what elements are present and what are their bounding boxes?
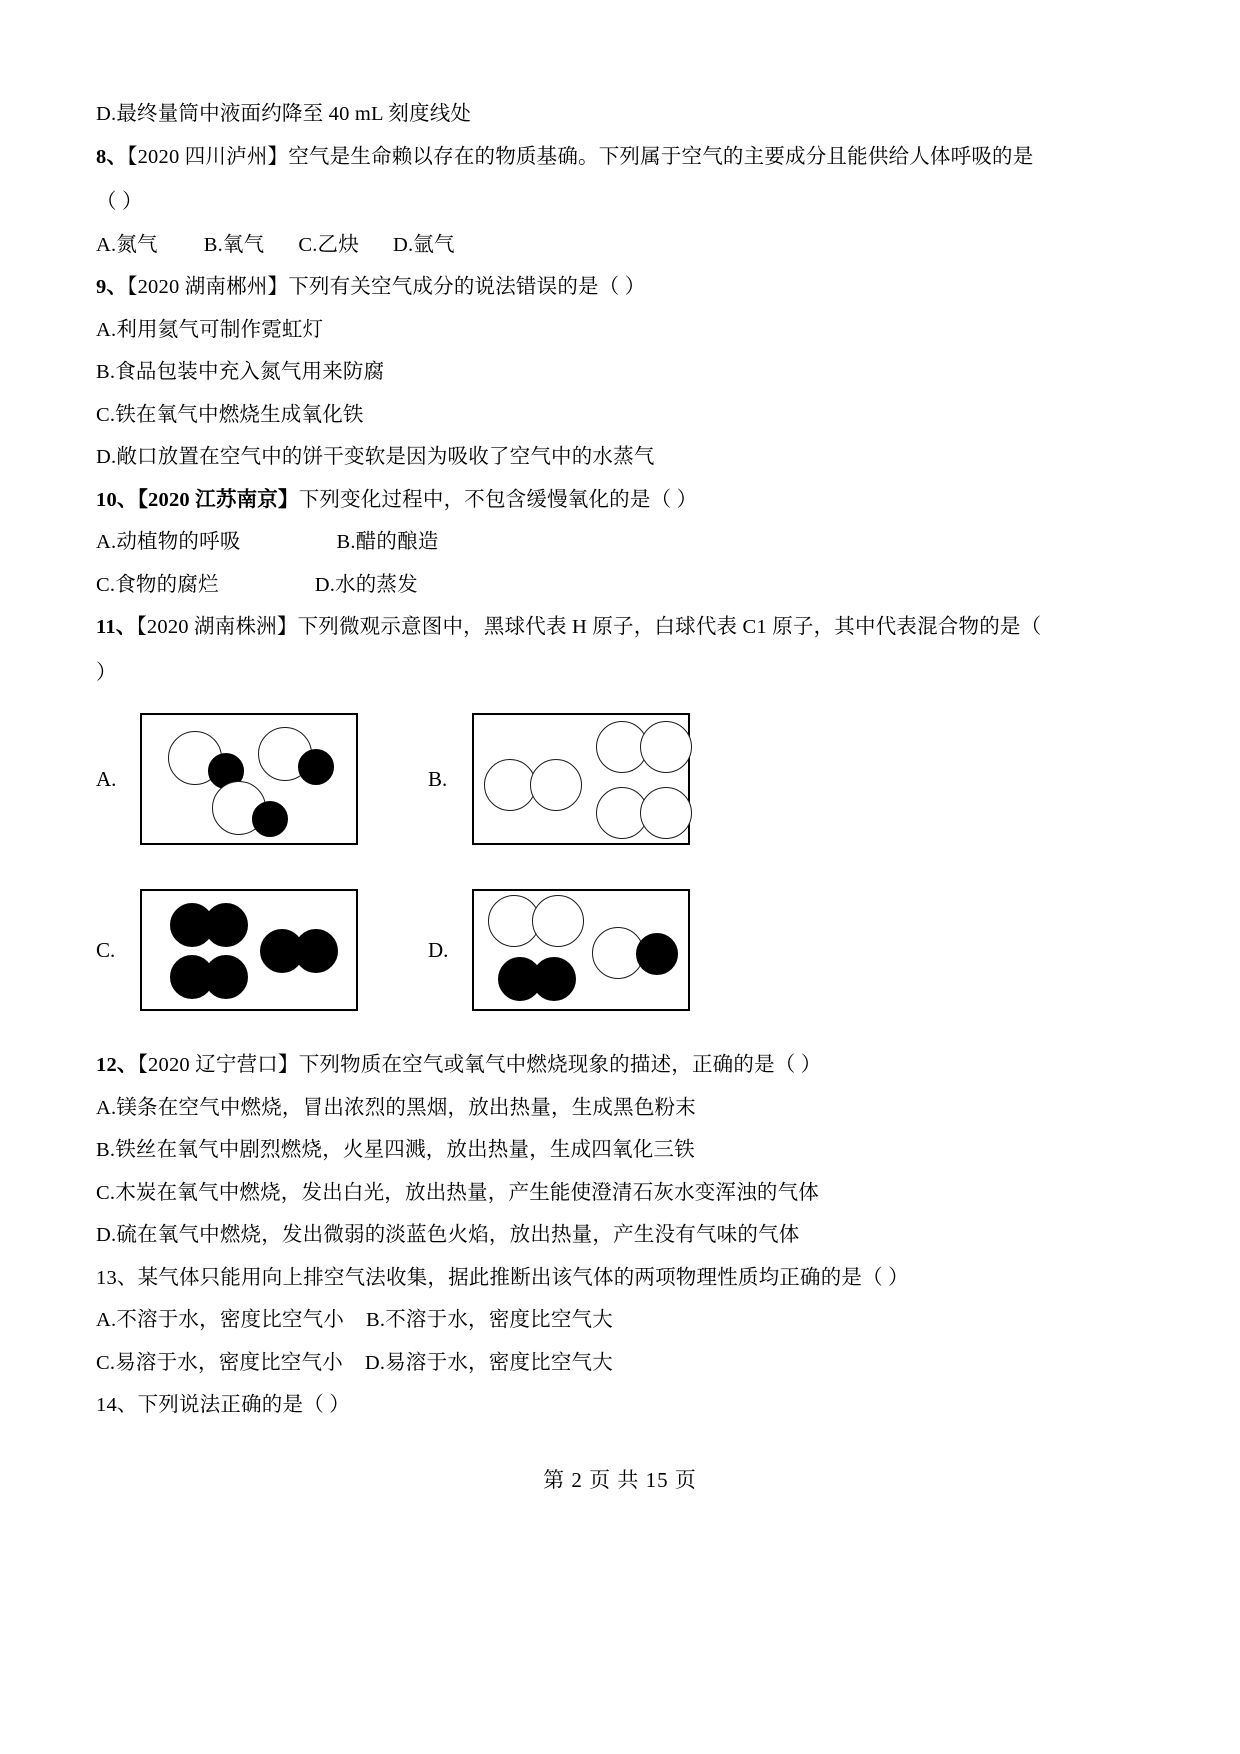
q8-option-a: A.氮气: [96, 233, 158, 256]
diagram-label-c: C.: [96, 937, 116, 962]
question-13-options-row1: [96, 1310, 1156, 1331]
question-12-source: 【2020 辽宁营口】: [137, 1054, 299, 1076]
q9-option-c: C.铁在氧气中燃烧生成氧化铁: [96, 403, 364, 426]
diagram-row-2: [96, 889, 1156, 1011]
question-10-text: 下列变化过程中，不包含缓慢氧化的是（ ）: [298, 488, 698, 511]
question-9-number: 9、: [96, 276, 128, 298]
q13-option-d: D.易溶于水，密度比空气大: [364, 1351, 613, 1374]
question-10-source: 【2020 江苏南京】: [137, 488, 299, 511]
q13-option-a: A.不溶于水，密度比空气小: [96, 1309, 345, 1331]
question-10-options-row2: [96, 575, 1156, 596]
page-content: [96, 104, 1156, 1416]
question-10-number: 10、: [96, 488, 138, 511]
diagram-box-d: [472, 889, 690, 1011]
q12-option-c: C.木炭在氧气中燃烧，发出白光，放出热量，产生能使澄清石灰水变浑浊的气体: [96, 1181, 819, 1204]
q8-option-b: B.氧气: [203, 233, 265, 256]
q9-option-d: D.敞口放置在空气中的饼干变软是因为吸收了空气中的水蒸气: [96, 446, 655, 468]
diagram-option-c: [96, 889, 358, 1011]
atom-black: [204, 903, 248, 947]
question-13-number: 13、: [96, 1266, 138, 1289]
diagram-label-a: A.: [96, 766, 117, 791]
diagram-box-c: [140, 889, 358, 1011]
q13-option-b: B.不溶于水，密度比空气大: [366, 1309, 613, 1331]
q10-option-c: C.食物的腐烂: [96, 573, 219, 596]
question-14-text: 下列说法正确的是（ ）: [137, 1394, 350, 1416]
atom-white: [640, 721, 692, 773]
diagram-label-b: B.: [428, 766, 448, 791]
q12-option-d: D.硫在氧气中燃烧，发出微弱的淡蓝色火焰，放出热量，产生没有气味的气体: [96, 1224, 800, 1246]
question-11-diagrams: [96, 713, 1156, 1011]
question-13-stem: [96, 1268, 1156, 1289]
diagram-label-d: D.: [428, 937, 449, 962]
question-9-source: 【2020 湖南郴州】: [127, 276, 289, 298]
diagram-option-b: [428, 713, 690, 845]
question-13-text: 某气体只能用向上排空气法收集，据此推断出该气体的两项物理性质均正确的是（ ）: [137, 1266, 909, 1289]
q10-option-a: A.动植物的呼吸: [96, 531, 241, 553]
q8-option-d: D.氩气: [392, 233, 455, 256]
question-8-number: 8、: [96, 145, 128, 168]
atom-black: [636, 933, 678, 975]
question-14-stem: [96, 1395, 1156, 1416]
question-10-stem: [96, 490, 1156, 511]
q12-option-a: A.镁条在空气中燃烧，冒出浓烈的黑烟，放出热量，生成黑色粉末: [96, 1096, 696, 1119]
atom-white: [532, 895, 584, 947]
diagram-option-a: [96, 713, 358, 845]
q12-option-b: B.铁丝在氧气中剧烈燃烧，火星四溅，放出热量，生成四氧化三铁: [96, 1139, 695, 1161]
q9-option-a: A.利用氦气可制作霓虹灯: [96, 318, 324, 341]
question-9-stem: [96, 277, 1156, 298]
diagram-row-1: [96, 713, 1156, 845]
q10-option-d: D.水的蒸发: [314, 573, 418, 596]
atom-black: [252, 801, 288, 837]
question-11-stem: [96, 617, 1156, 638]
question-9-text: 下列有关空气成分的说法错误的是（ ）: [288, 276, 646, 298]
question-8-text: 空气是生命赖以存在的物质基确。下列属于空气的主要成分且能供给人体呼吸的是: [288, 145, 1034, 168]
diagram-option-d: [428, 889, 690, 1011]
page-footer: 第 2 页 共 15 页: [543, 1468, 697, 1492]
question-12-text: 下列物质在空气或氧气中燃烧现象的描述，正确的是（ ）: [298, 1054, 822, 1076]
question-8-continuation: （ ）: [96, 191, 143, 213]
atom-black: [294, 929, 338, 973]
question-12-stem: [96, 1055, 1156, 1076]
atom-black: [532, 957, 576, 1001]
question-11-number: 11、: [96, 616, 137, 638]
diagram-box-a: [140, 713, 358, 845]
question-8-stem: [96, 147, 1156, 168]
atom-black: [204, 955, 248, 999]
atom-black: [298, 749, 334, 785]
atom-white: [640, 787, 692, 839]
question-12-number: 12、: [96, 1054, 138, 1076]
q7-option-d: D.最终量筒中液面约降至 40 mL 刻度线处: [96, 103, 472, 125]
q8-option-c: C.乙炔: [298, 233, 359, 256]
atom-white: [484, 759, 536, 811]
q13-option-c: C.易溶于水，密度比空气小: [96, 1351, 343, 1374]
q9-option-b: B.食品包装中充入氮气用来防腐: [96, 361, 385, 383]
q10-option-b: B.醋的酿造: [336, 531, 439, 553]
question-10-options-row1: [96, 532, 1156, 553]
question-11-text: 下列微观示意图中，黑球代表 H 原子，白球代表 C1 原子，其中代表混合物的是（: [297, 616, 1042, 638]
question-11-source: 【2020 湖南株洲】: [136, 616, 298, 638]
question-13-options-row2: [96, 1353, 1156, 1374]
atom-white: [530, 759, 582, 811]
question-14-number: 14、: [96, 1394, 138, 1416]
question-8-options: [96, 235, 1156, 256]
question-11-continuation: ）: [96, 661, 117, 684]
diagram-box-b: [472, 713, 690, 845]
question-8-source: 【2020 四川泸州】: [127, 145, 289, 168]
